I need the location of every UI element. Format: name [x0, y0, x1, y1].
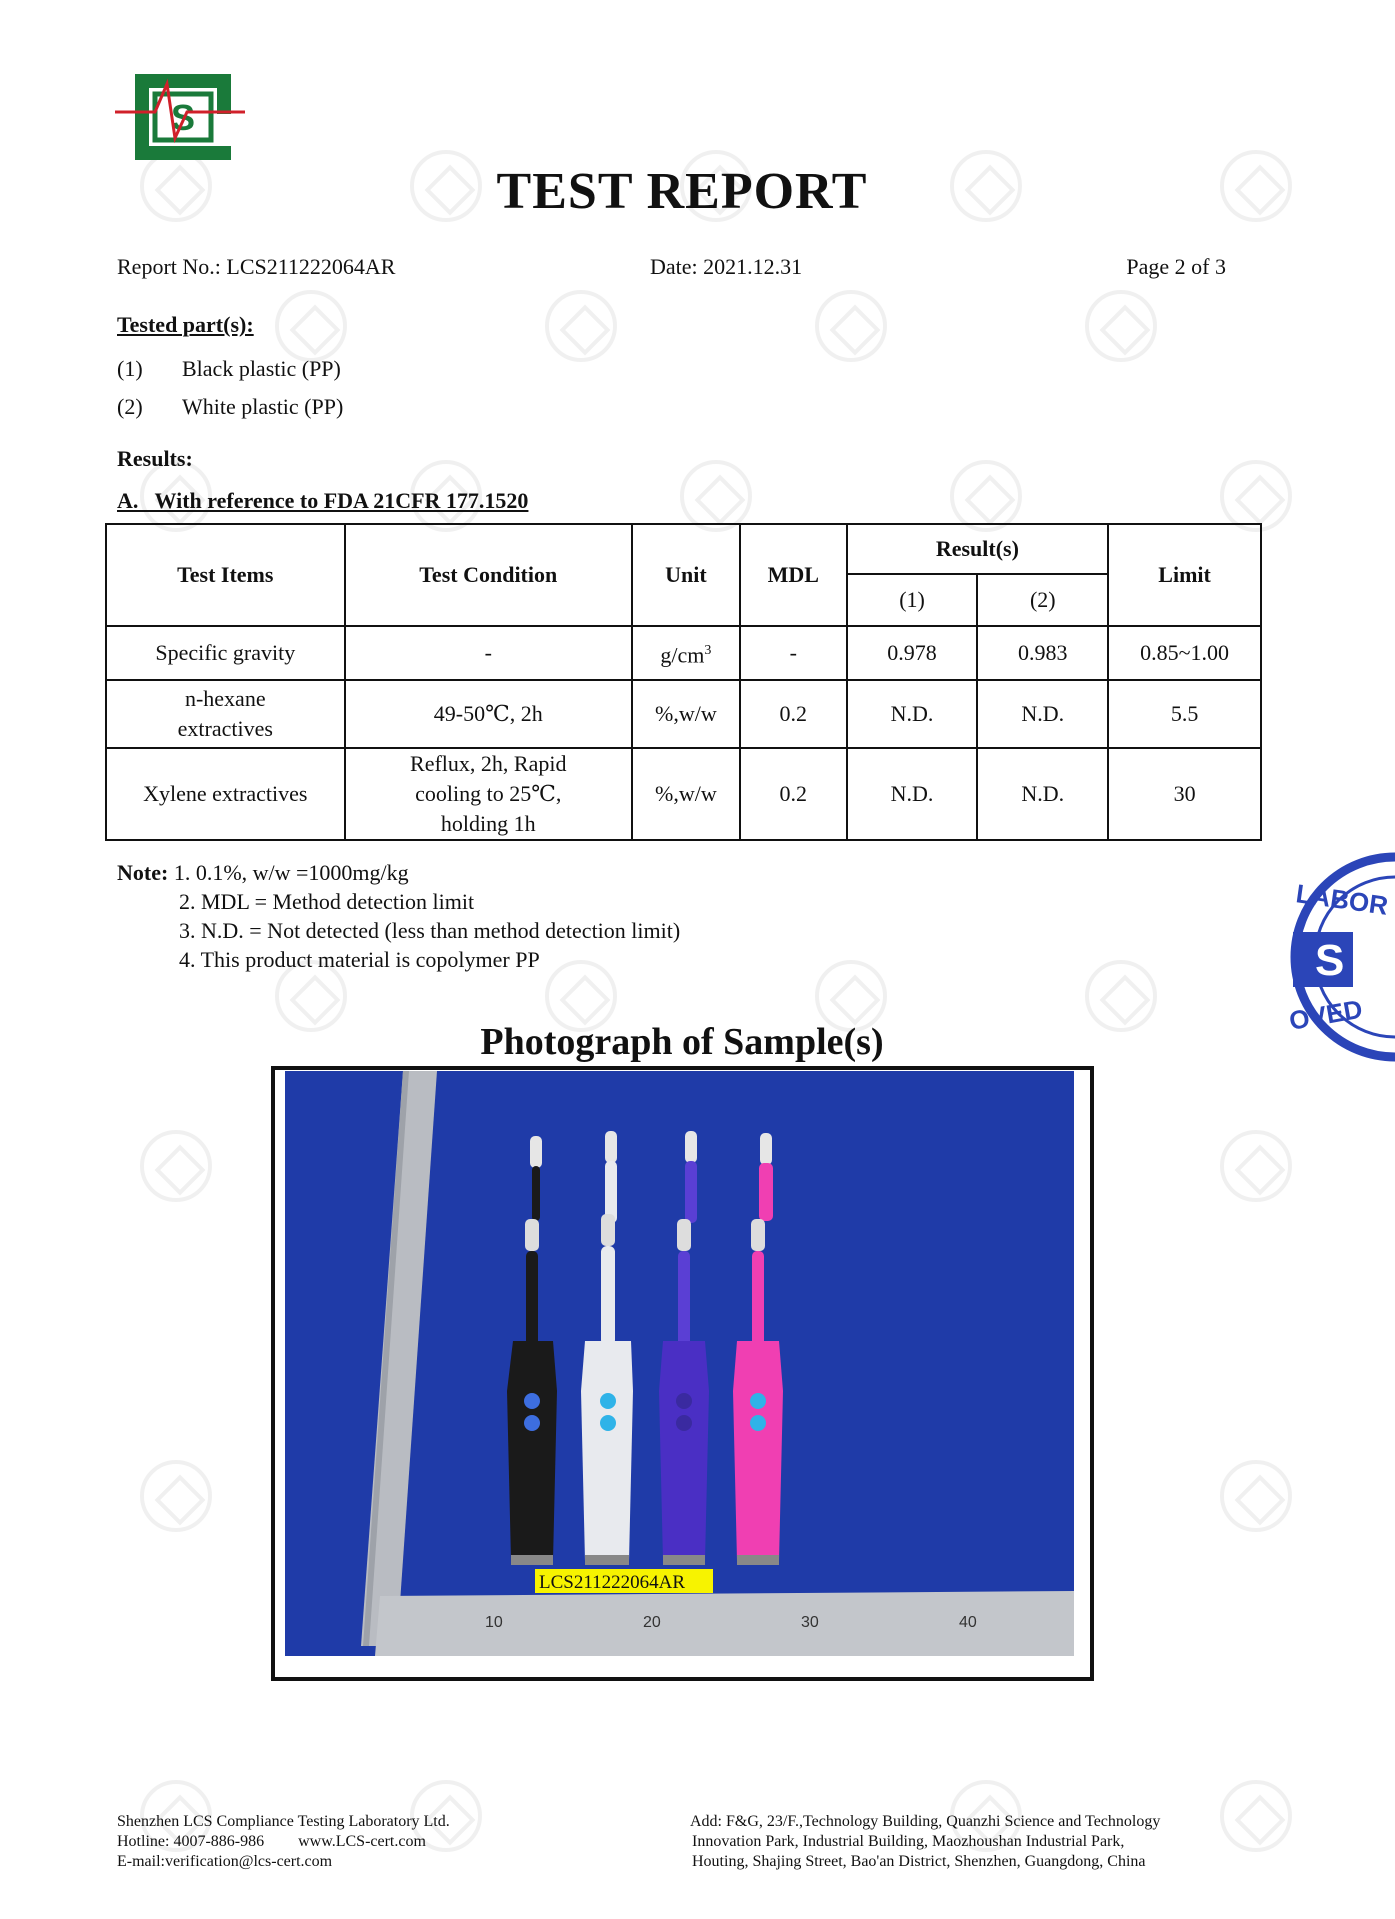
unit-superscript: 3	[704, 642, 712, 658]
ruler-number: 20	[643, 1614, 661, 1631]
cell-result-1: 0.978	[847, 626, 978, 680]
report-number: Report No.: LCS211222064AR	[117, 254, 396, 279]
cell-result-1: N.D.	[847, 748, 978, 840]
cell-unit	[632, 626, 740, 680]
cell-line: extractives	[177, 716, 273, 741]
cell-result-2: 0.983	[977, 626, 1108, 680]
cell-line: cooling to 25℃,	[415, 781, 562, 806]
page-number: Page 2 of 3	[1126, 254, 1226, 279]
ruler-number: 30	[801, 1614, 819, 1631]
col-results: Result(s)	[847, 524, 1109, 574]
table-row	[106, 680, 1261, 748]
footer-address	[690, 1812, 1160, 1872]
sample-label: LCS211222064AR	[539, 1572, 686, 1593]
notes	[117, 858, 680, 974]
cell-test-item	[106, 680, 345, 748]
footer-website: www.LCS-cert.com	[298, 1833, 426, 1850]
ruler-number: 10	[485, 1614, 503, 1631]
col-unit: Unit	[632, 524, 740, 626]
cell-condition: 49-50℃, 2h	[345, 680, 632, 748]
page-title: TEST REPORT	[496, 163, 868, 220]
tested-part-label: Black plastic (PP)	[182, 356, 341, 381]
col-result-1: (1)	[847, 574, 978, 626]
cell-line: n-hexane	[184, 686, 266, 711]
photo-title: Photograph of Sample(s)	[480, 1021, 884, 1063]
svg-text:S: S	[1315, 936, 1345, 985]
tested-part-number: (2)	[117, 394, 143, 419]
note-item: 2. MDL = Method detection limit	[179, 889, 475, 914]
cell-test-item: Xylene extractives	[106, 748, 345, 840]
cell-result-2: N.D.	[977, 680, 1108, 748]
cell-mdl: 0.2	[740, 748, 847, 840]
cell-condition	[345, 748, 632, 840]
footer-hotline: Hotline: 4007-886-986	[117, 1833, 265, 1850]
cell-condition: -	[345, 626, 632, 680]
cell-line: Reflux, 2h, Rapid	[410, 751, 567, 776]
tested-part-label: White plastic (PP)	[182, 394, 344, 419]
footer-address-line: Innovation Park, Industrial Building, Maozhoushan Industrial Park,	[692, 1833, 1125, 1850]
note-label: Note:	[117, 860, 169, 885]
note-item: 3. N.D. = Not detected (less than method detection limit)	[179, 918, 681, 943]
footer-email: E-mail:verification@lcs-cert.com	[117, 1853, 333, 1870]
col-limit: Limit	[1108, 524, 1261, 626]
col-mdl: MDL	[740, 524, 847, 626]
cell-unit: %,w/w	[632, 680, 740, 748]
results-table	[105, 523, 1262, 841]
cell-mdl: -	[740, 626, 847, 680]
unit-base: g/cm	[660, 642, 705, 668]
col-test-items: Test Items	[106, 524, 345, 626]
cell-limit: 5.5	[1108, 680, 1261, 748]
table-row	[106, 748, 1261, 840]
tested-part-item	[117, 394, 343, 420]
tested-part-number: (1)	[117, 356, 143, 381]
footer-address-line: Add: F&G, 23/F.,Technology Building, Quanzhi Science and Technology	[690, 1813, 1161, 1830]
col-test-condition: Test Condition	[345, 524, 632, 626]
cell-test-item: Specific gravity	[106, 626, 345, 680]
cell-limit: 30	[1108, 748, 1261, 840]
tested-part-item	[117, 356, 341, 382]
cell-result-2: N.D.	[977, 748, 1108, 840]
svg-text:S: S	[170, 97, 196, 138]
stamp-text-top: LABOR	[1294, 878, 1390, 921]
tested-parts-heading: Tested part(s):	[117, 312, 254, 337]
cell-limit: 0.85~1.00	[1108, 626, 1261, 680]
col-result-2: (2)	[977, 574, 1108, 626]
footer-address-line: Houting, Shajing Street, Bao'an District, Shenzhen, Guangdong, China	[692, 1853, 1146, 1870]
footer-company-info	[117, 1812, 450, 1872]
reference-heading: A. With reference to FDA 21CFR 177.1520	[117, 488, 529, 513]
cell-unit: %,w/w	[632, 748, 740, 840]
note-item: 4. This product material is copolymer PP	[179, 947, 540, 972]
footer-company-name: Shenzhen LCS Compliance Testing Laboratory Ltd.	[117, 1813, 450, 1830]
cell-line: holding 1h	[440, 811, 536, 836]
sample-photo	[285, 1071, 1074, 1656]
ruler-number: 40	[959, 1614, 977, 1631]
results-heading: Results:	[117, 446, 193, 471]
cell-mdl: 0.2	[740, 680, 847, 748]
horizontal-ruler	[375, 1591, 1074, 1656]
cell-result-1: N.D.	[847, 680, 978, 748]
table-row	[106, 626, 1261, 680]
lcs-logo-icon	[115, 68, 245, 168]
stamp-text-bottom: OVED	[1286, 993, 1365, 1036]
table-header-row	[106, 524, 1261, 574]
report-date: Date: 2021.12.31	[650, 254, 803, 279]
note-item: 1. 0.1%, w/w =1000mg/kg	[173, 860, 409, 885]
